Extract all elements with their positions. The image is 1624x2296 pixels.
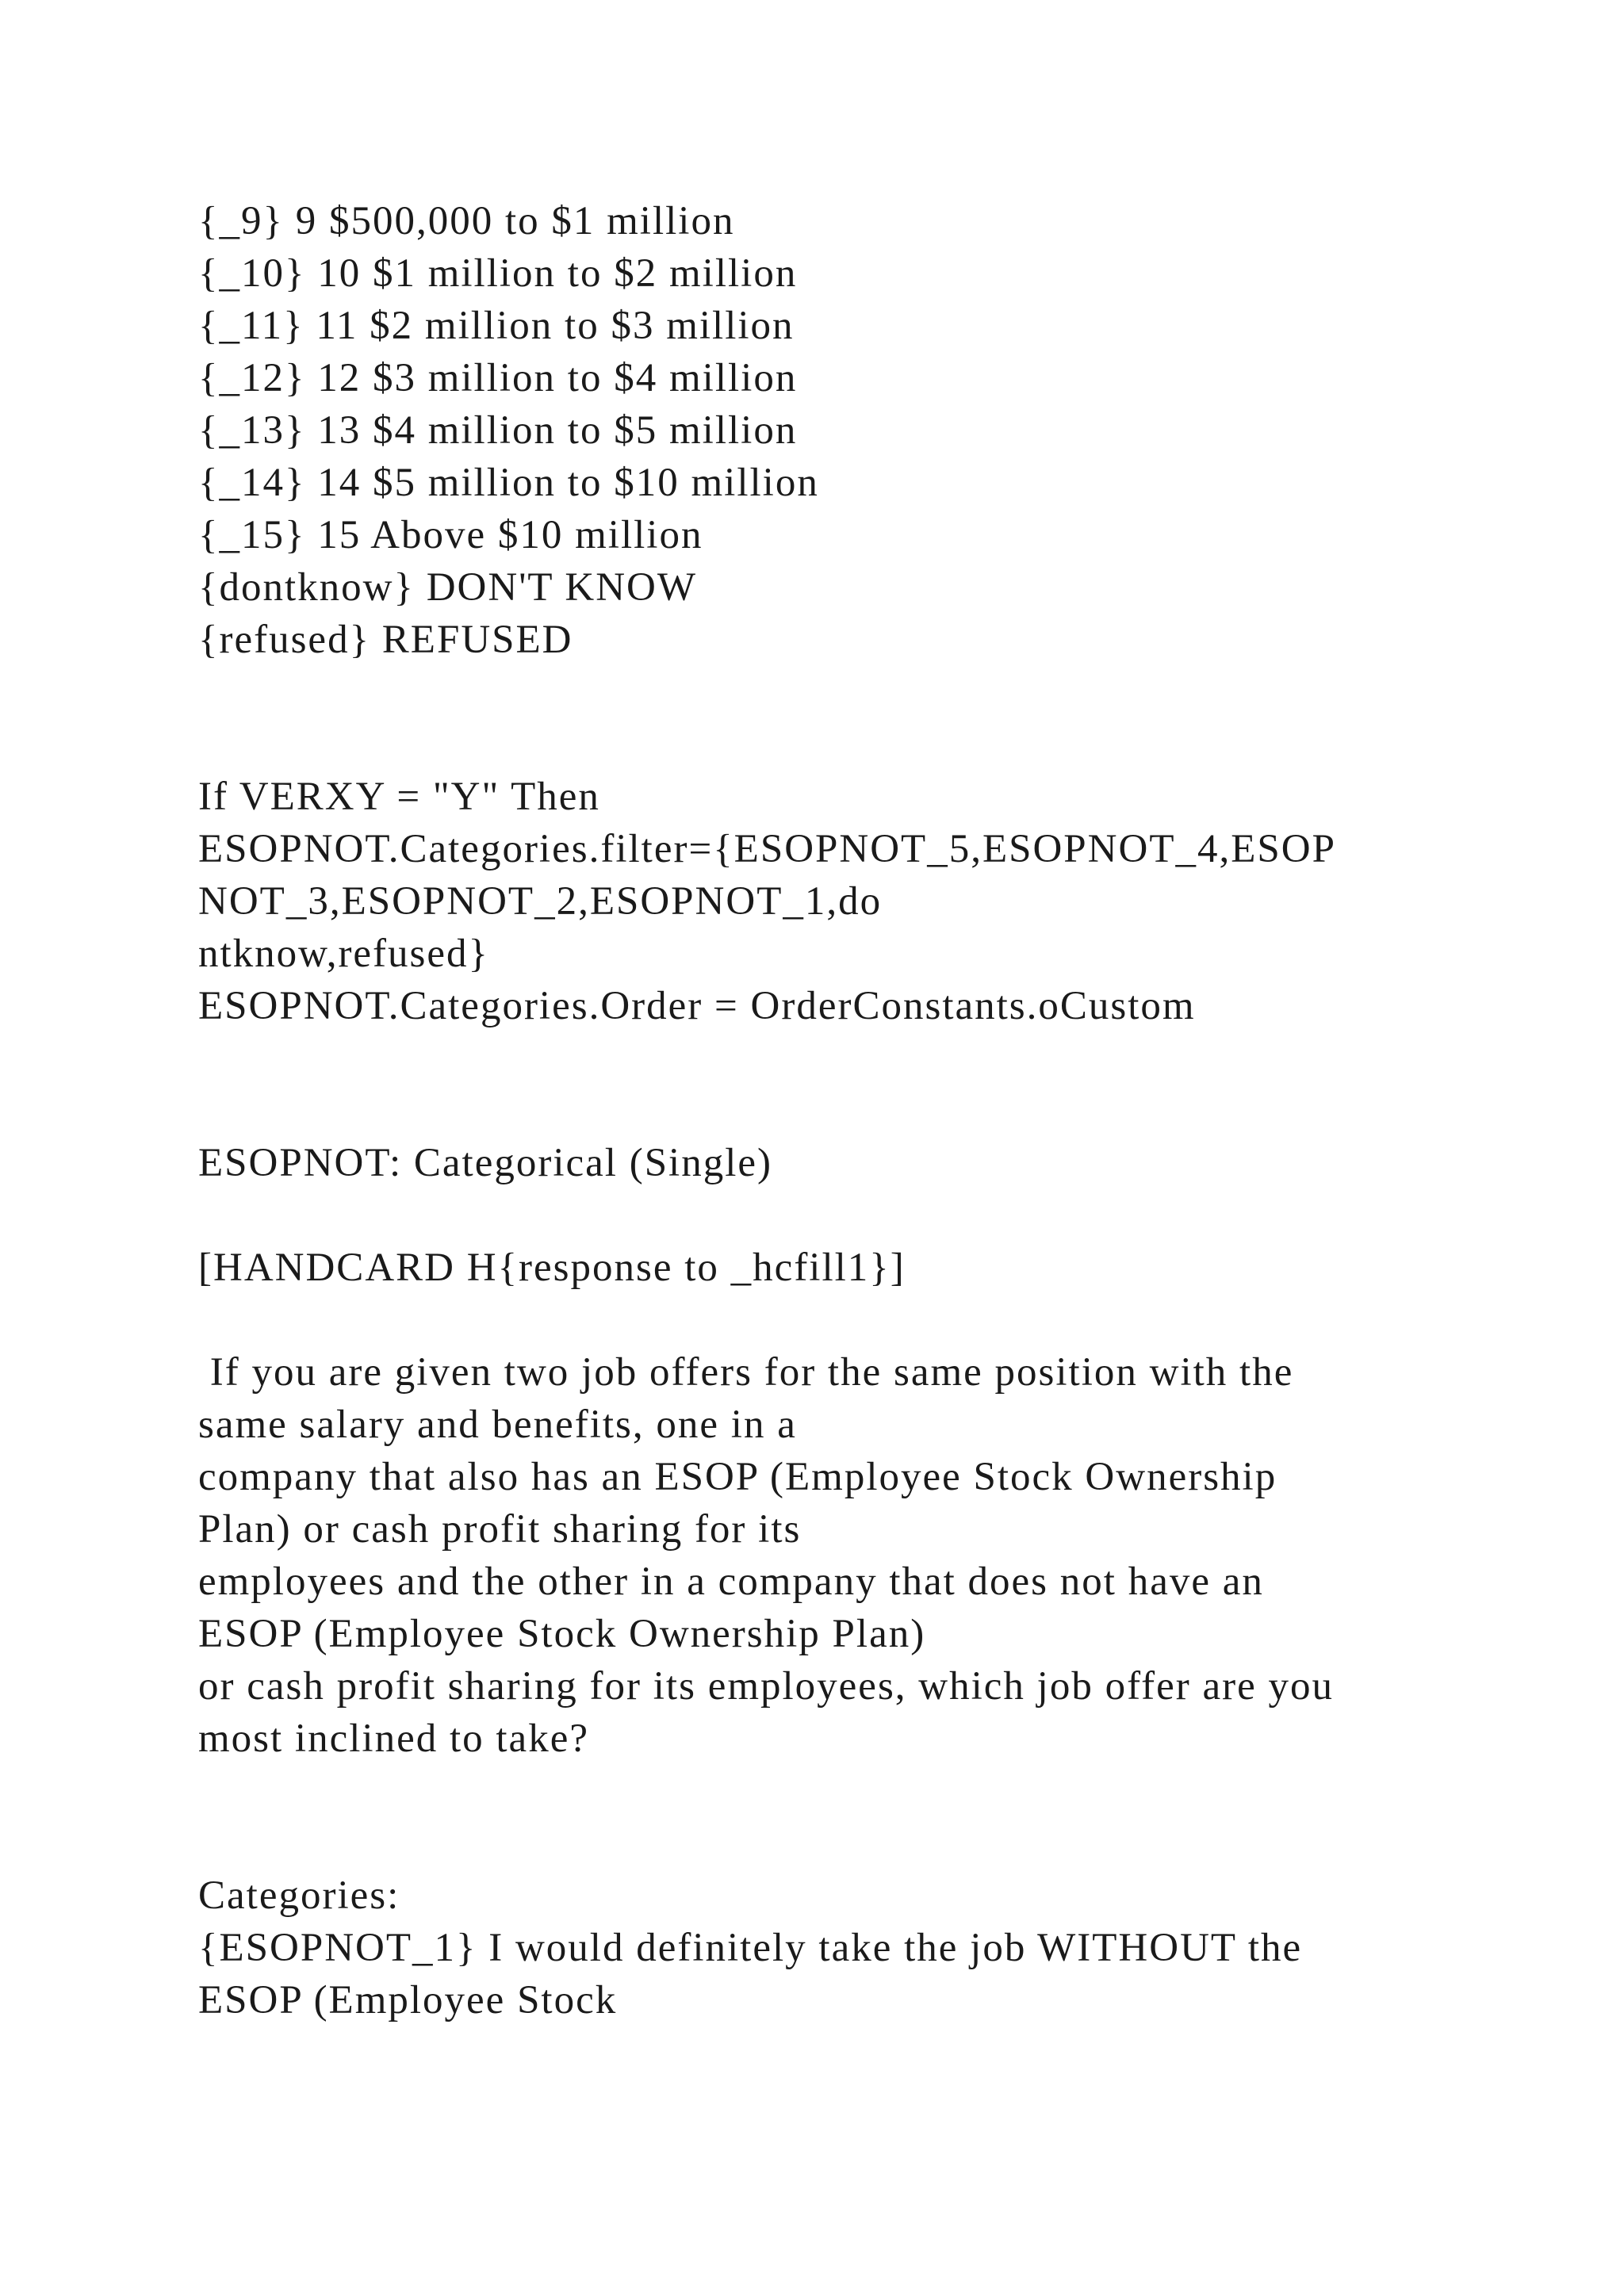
question-line: If you are given two job offers for the same position with the (198, 1350, 1294, 1395)
spacer (198, 1817, 1467, 1869)
spacer (198, 1765, 1467, 1817)
question-line: ESOP (Employee Stock Ownership Plan) (198, 1612, 926, 1656)
question-line: company that also has an ESOP (Employee Stock Ownership (198, 1455, 1277, 1499)
categories-label: Categories: (198, 1873, 400, 1918)
filter-logic-block (198, 771, 1467, 1032)
code-line: ntknow,refused} (198, 932, 490, 976)
code-line: If VERXY = "Y" Then (198, 775, 600, 819)
category-line: {_13} 13 $4 million to $5 million (198, 408, 798, 453)
category-line: ESOP (Employee Stock (198, 1978, 618, 2022)
category-line: {_14} 14 $5 million to $10 million (198, 461, 819, 505)
question-text (198, 1346, 1467, 1765)
spacer (198, 1189, 1467, 1242)
question-header: ESOPNOT: Categorical (Single) (198, 1141, 773, 1185)
category-line: {_9} 9 $500,000 to $1 million (198, 199, 735, 243)
document-body (198, 195, 1467, 2026)
question-line: or cash profit sharing for its employees, which job offer are you (198, 1664, 1335, 1709)
category-line: {_11} 11 $2 million to $3 million (198, 304, 795, 348)
question-line: Plan) or cash profit sharing for its (198, 1507, 802, 1552)
question-line: most inclined to take? (198, 1716, 589, 1761)
handcard-instruction: [HANDCARD H{response to _hcfill1}] (198, 1246, 906, 1290)
spacer (198, 1032, 1467, 1085)
category-line: {_15} 15 Above $10 million (198, 513, 703, 557)
spacer (198, 1294, 1467, 1346)
code-line: ESOPNOT.Categories.filter={ESOPNOT_5,ESOPNOT_4,ESOP (198, 827, 1336, 871)
esopnot-category-list (198, 1922, 1467, 2026)
income-category-list (198, 195, 1467, 666)
spacer (198, 1085, 1467, 1137)
category-line: {refused} REFUSED (198, 618, 573, 662)
question-line: same salary and benefits, one in a (198, 1402, 797, 1447)
category-line: {ESOPNOT_1} I would definitely take the job WITHOUT the (198, 1926, 1303, 1970)
category-line: {dontknow} DON'T KNOW (198, 565, 697, 610)
spacer (198, 666, 1467, 718)
code-line: ESOPNOT.Categories.Order = OrderConstants.oCustom (198, 984, 1196, 1028)
category-line: {_10} 10 $1 million to $2 million (198, 251, 798, 296)
question-line: employees and the other in a company that does not have an (198, 1559, 1264, 1604)
code-line: NOT_3,ESOPNOT_2,ESOPNOT_1,do (198, 879, 883, 924)
spacer (198, 718, 1467, 771)
category-line: {_12} 12 $3 million to $4 million (198, 356, 798, 400)
